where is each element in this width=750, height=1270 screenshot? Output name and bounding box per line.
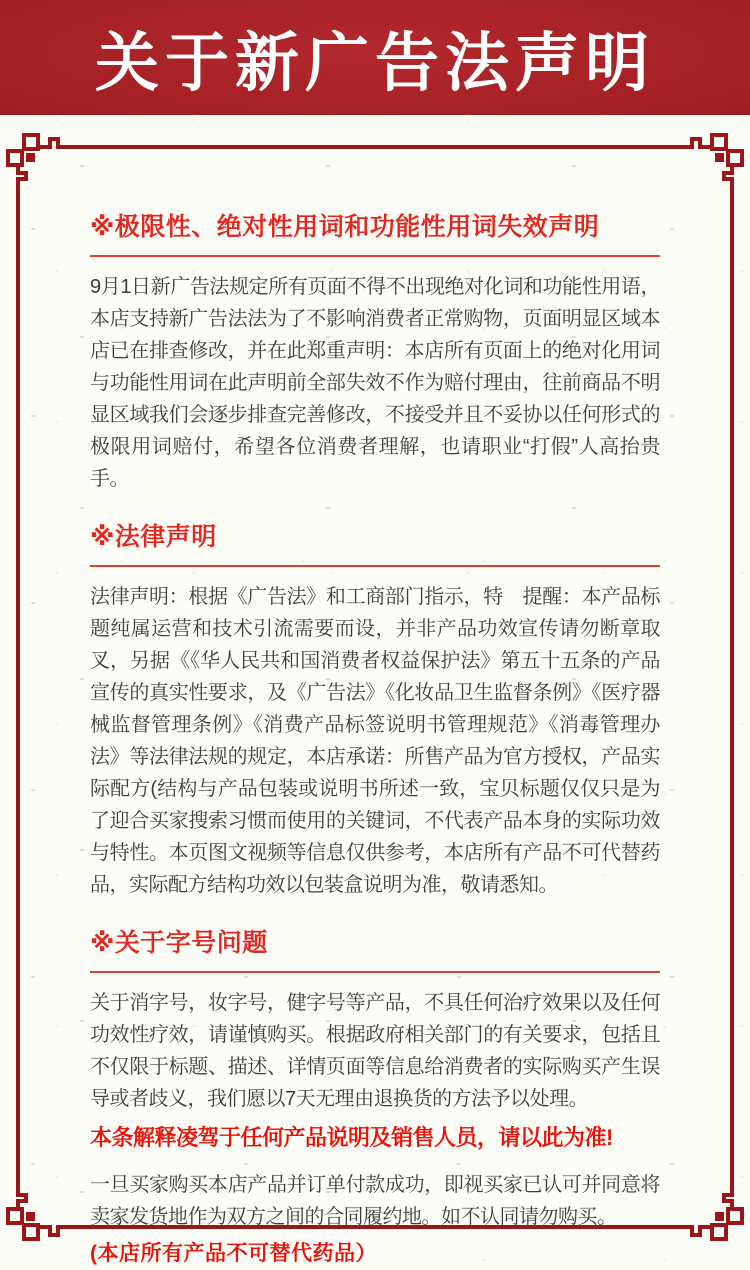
corner-fret-icon: [6, 133, 70, 197]
section-font-size-issue: [90, 923, 660, 1270]
section-paragraph: 一旦买家购买本店产品并订单付款成功，即视买家已认可并同意将卖家发货地作为双方之间的合同履约地。如不认同请勿购买。: [90, 1174, 660, 1228]
statement-content: [90, 115, 660, 1270]
section-heading: ※法律声明: [90, 523, 217, 551]
section-paragraph: 关于消字号，妆字号，健字号等产品，不具任何治疗效果以及任何功效性疗效，请谨慎购买。根据政府相关部门的有关要求，包括且不仅限于标题、描述、详情页面等信息给消费者的实际购买产生误导或者歧义，我们愿以7天无理由退换货的方法予以处理。: [90, 992, 660, 1110]
heading-underline: [90, 565, 660, 567]
frame-line-left: [16, 195, 20, 1180]
section-invalid-words: [90, 207, 660, 495]
closing-note: (本店所有产品不可替代药品）: [90, 1242, 377, 1265]
corner-fret-icon: [680, 133, 744, 197]
heading-underline: [90, 255, 660, 257]
frame-line-right: [730, 195, 734, 1180]
page-header-banner: [0, 0, 750, 115]
emphasis-line: 本条解释凌驾于任何产品说明及销售人员，请以此为准!: [90, 1125, 613, 1150]
section-paragraph: 9月1日新广告法规定所有页面不得不出现绝对化词和功能性用语，本店支持新广告法法为了不影响消费者正常购物，页面明显区域本店已在排查修改，并在此郑重声明：本店所有页面上的绝对化用词与功能性用词在此声明前全部失效不作为赔付理由，往前商品不明显区域我们会逐步排查完善修改，不接受并且不妥协以任何形式的极限用词赔付，希望各位消费者理解，也请职业“打假”人高抬贵手。: [90, 276, 660, 490]
section-legal-statement: [90, 517, 660, 901]
page-title: 关于新广告法声明: [95, 26, 655, 99]
corner-fret-icon: [6, 1177, 70, 1241]
section-heading: ※极限性、绝对性用词和功能性用词失效声明: [90, 213, 600, 241]
section-heading: ※关于字号问题: [90, 929, 268, 957]
section-paragraph: 法律声明：根据《广告法》和工商部门指示，特 提醒：本产品标题纯属运营和技术引流需要而设，并非产品功效宣传请勿断章取叉，另据《《华人民共和国消费者权益保护法》第五十五条的产品宣传的真实性要求，及《广告法》《化妆品卫生监督条例》《医疗器械监督管理条例》《消费产品标签说明书管理规范》《消毒管理办法》等法律法规的规定，本店承诺：所售产品为官方授权，产品实际配方(结构与产品包装或说明书所述一致，宝贝标题仅仅只是为了迎合买家搜索习惯而使用的关键词，不代表产品本身的实际功效与特性。本页图文视频等信息仅供参考，本店所有产品不可代替药品，实际配方结构功效以包装盒说明为准，敬请悉知。: [90, 586, 660, 896]
corner-fret-icon: [680, 1177, 744, 1241]
heading-underline: [90, 971, 660, 973]
